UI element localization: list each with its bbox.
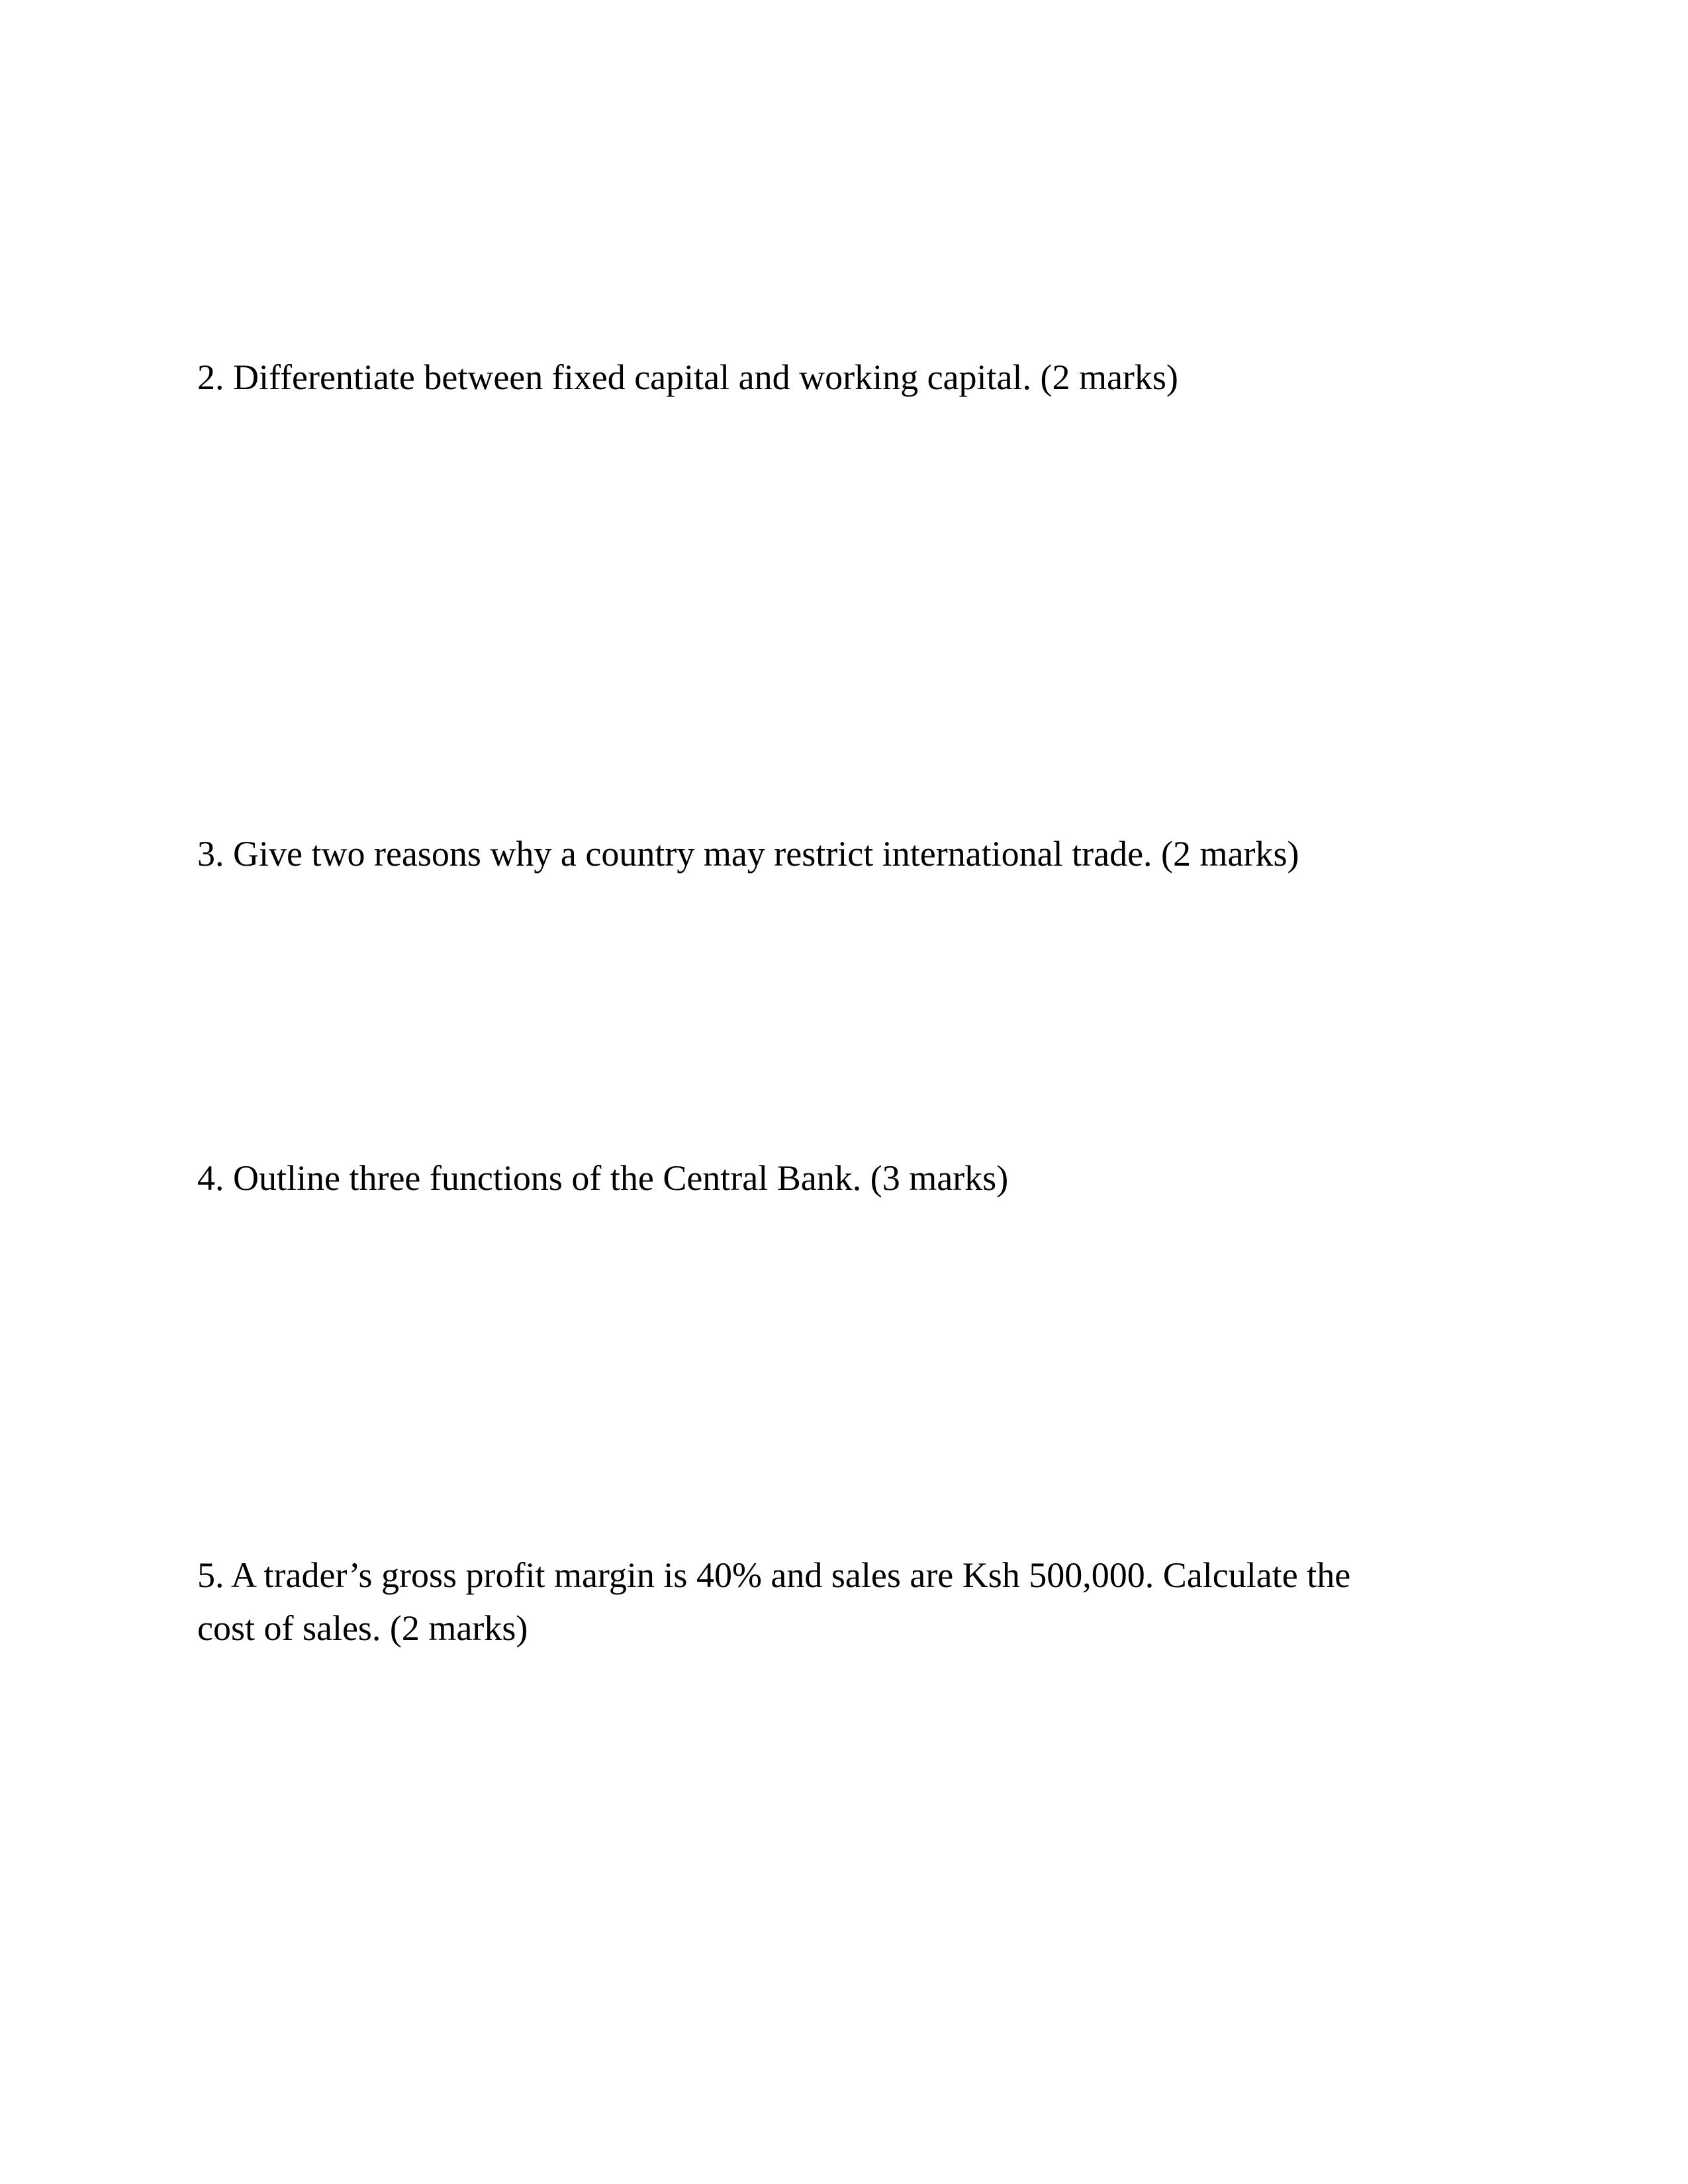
- question-5-line-1: 5. A trader’s gross profit margin is 40% and sales are Ksh 500,000. Calculate the: [197, 1555, 1351, 1595]
- question-5-line-2: cost of sales. (2 marks): [197, 1608, 528, 1648]
- question-5: [197, 1549, 1455, 1655]
- question-2: 2. Differentiate between fixed capital and working capital. (2 marks): [197, 357, 1178, 397]
- question-4: 4. Outline three functions of the Central Bank. (3 marks): [197, 1158, 1009, 1198]
- question-3: 3. Give two reasons why a country may restrict international trade. (2 marks): [197, 834, 1299, 874]
